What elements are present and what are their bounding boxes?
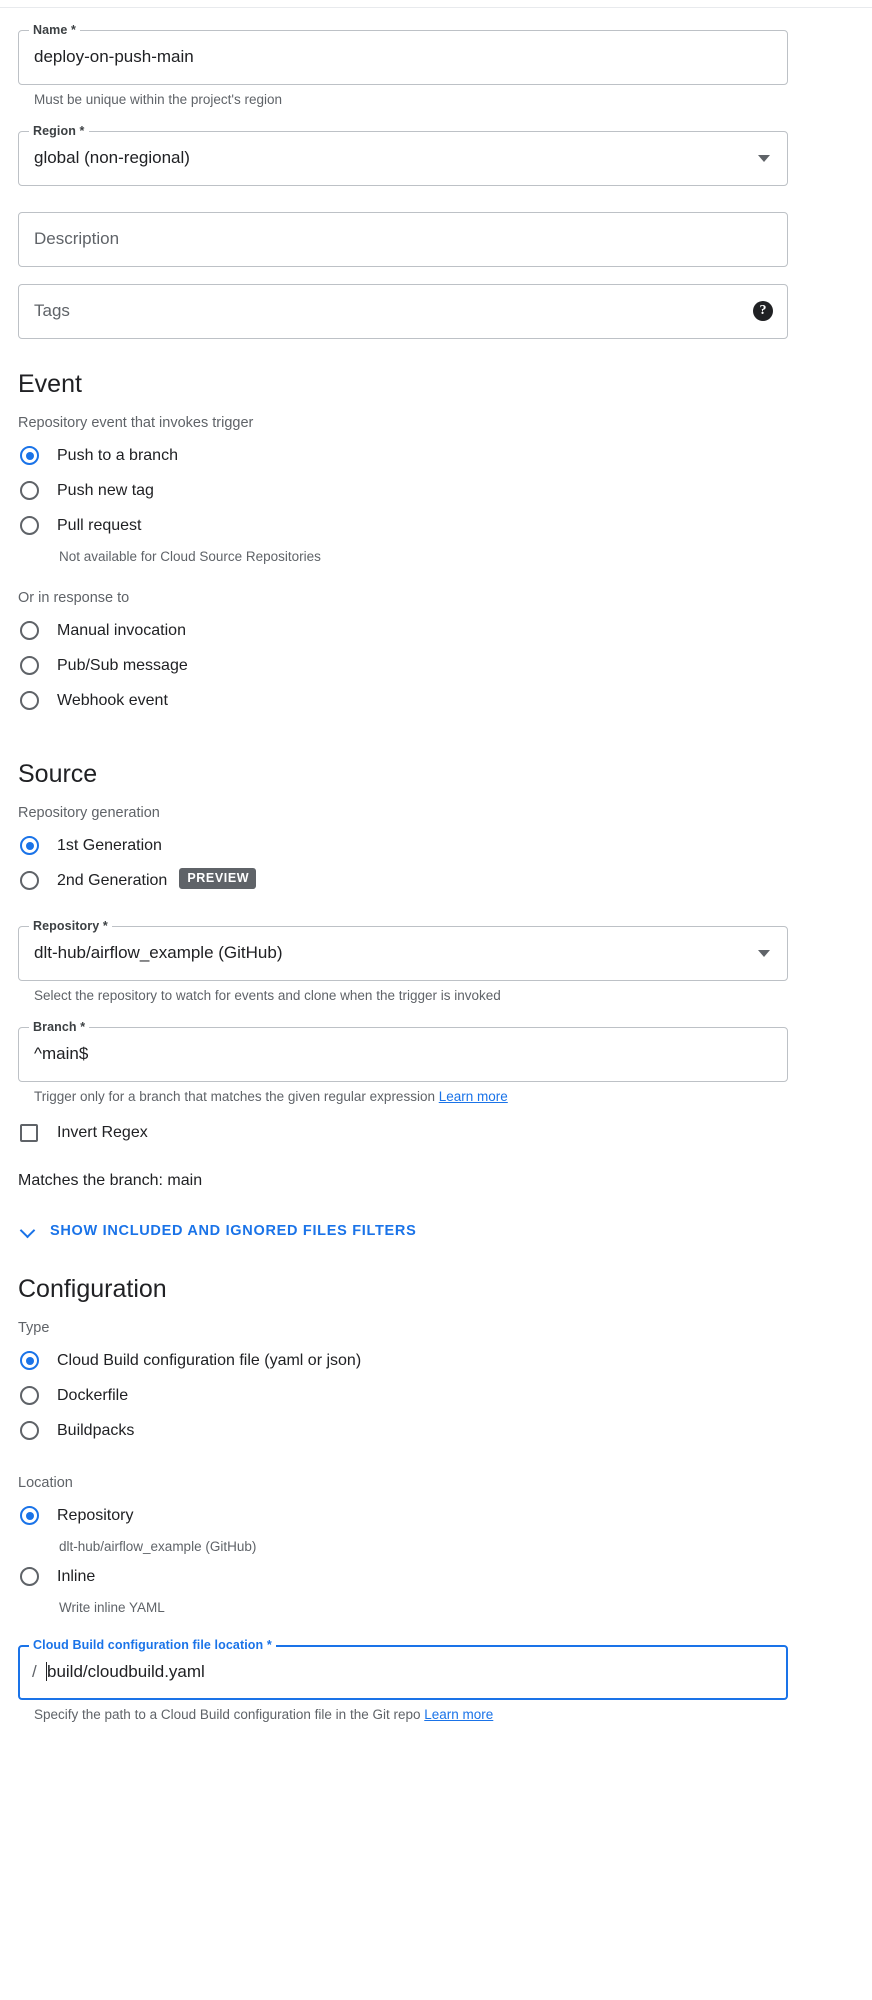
chevron-down-icon xyxy=(18,1220,40,1242)
config-file-location-value xyxy=(46,1661,205,1683)
radio-push-new-tag[interactable] xyxy=(18,478,790,508)
preview-badge: PREVIEW xyxy=(179,868,256,889)
radio-label: Webhook event xyxy=(57,692,168,709)
radio-label: Repository xyxy=(57,1507,134,1524)
pull-request-note: Not available for Cloud Source Repositories xyxy=(59,549,321,564)
radio-label: Push new tag xyxy=(57,482,154,499)
location-label: Location xyxy=(18,1475,73,1491)
radio-2nd-generation[interactable] xyxy=(18,868,790,898)
radio-label: Pub/Sub message xyxy=(57,657,188,674)
radio-indicator[interactable] xyxy=(20,446,39,465)
radio-indicator[interactable] xyxy=(20,516,39,535)
files-filters-toggle[interactable] xyxy=(18,1220,790,1242)
radio-indicator[interactable] xyxy=(20,621,39,640)
tags-input-box xyxy=(18,284,788,339)
location-inline-sub: Write inline YAML xyxy=(59,1600,165,1615)
config-file-learn-more-link[interactable]: Learn more xyxy=(424,1707,494,1722)
radio-indicator[interactable] xyxy=(20,656,39,675)
radio-label: Manual invocation xyxy=(57,622,186,639)
repository-helper: Select the repository to watch for events and clone when the trigger is invoked xyxy=(34,988,501,1003)
radio-location-inline[interactable] xyxy=(18,1564,790,1594)
repository-generation-label: Repository generation xyxy=(18,805,160,821)
radio-location-repository[interactable] xyxy=(18,1503,790,1533)
region-select[interactable] xyxy=(18,124,788,186)
radio-manual-invocation[interactable] xyxy=(18,618,790,648)
path-prefix: / xyxy=(32,1662,37,1681)
radio-indicator[interactable] xyxy=(20,1506,39,1525)
radio-pubsub-message[interactable] xyxy=(18,653,790,683)
configuration-section-title: Configuration xyxy=(18,1275,167,1303)
invert-regex-label: Invert Regex xyxy=(57,1124,148,1141)
config-file-location-label: Cloud Build configuration file location * xyxy=(29,1637,276,1653)
repository-value: dlt-hub/airflow_example (GitHub) xyxy=(34,943,283,962)
radio-indicator[interactable] xyxy=(20,1567,39,1586)
config-file-location-text: build/cloudbuild.yaml xyxy=(47,1662,205,1681)
region-value: global (non-regional) xyxy=(34,148,190,167)
help-icon[interactable]: ? xyxy=(753,301,773,321)
radio-indicator[interactable] xyxy=(20,836,39,855)
files-filters-label: SHOW INCLUDED AND IGNORED FILES FILTERS xyxy=(50,1223,417,1239)
radio-pull-request[interactable] xyxy=(18,513,790,543)
name-input[interactable] xyxy=(18,23,788,85)
radio-buildpacks[interactable] xyxy=(18,1418,790,1448)
branch-learn-more-link[interactable]: Learn more xyxy=(438,1089,508,1104)
radio-label: Pull request xyxy=(57,517,142,534)
radio-label: 1st Generation xyxy=(57,837,162,854)
config-file-helper-text: Specify the path to a Cloud Build configuration file in the Git repo xyxy=(34,1707,421,1722)
tags-placeholder: Tags xyxy=(34,301,70,320)
name-label: Name * xyxy=(29,22,80,38)
checkbox-indicator[interactable] xyxy=(20,1124,38,1142)
type-label: Type xyxy=(18,1320,50,1336)
radio-webhook-event[interactable] xyxy=(18,688,790,718)
branch-label: Branch * xyxy=(29,1019,89,1035)
config-file-location-helper xyxy=(34,1706,790,1724)
radio-cloud-build-config-file[interactable] xyxy=(18,1348,790,1378)
radio-label: Cloud Build configuration file (yaml or json) xyxy=(57,1352,362,1369)
region-label: Region * xyxy=(29,123,89,139)
name-helper: Must be unique within the project's region xyxy=(34,92,282,107)
radio-label: Push to a branch xyxy=(57,447,178,464)
branch-match-text: Matches the branch: main xyxy=(18,1172,203,1189)
description-placeholder: Description xyxy=(34,229,120,248)
radio-label: Inline xyxy=(57,1568,96,1585)
config-file-location-input[interactable] xyxy=(18,1638,788,1700)
radio-label: Dockerfile xyxy=(57,1387,129,1404)
radio-1st-generation[interactable] xyxy=(18,833,790,863)
location-repository-sub: dlt-hub/airflow_example (GitHub) xyxy=(59,1539,257,1554)
radio-label: Buildpacks xyxy=(57,1422,135,1439)
radio-push-to-branch[interactable] xyxy=(18,443,790,473)
top-divider xyxy=(0,7,872,8)
invert-regex-checkbox[interactable] xyxy=(18,1122,790,1144)
branch-input[interactable] xyxy=(18,1020,788,1082)
description-input[interactable] xyxy=(18,212,788,267)
name-value: deploy-on-push-main xyxy=(34,47,194,66)
branch-input-box xyxy=(18,1027,788,1082)
radio-label: 2nd Generation xyxy=(57,872,168,889)
or-in-response-label: Or in response to xyxy=(18,590,130,606)
chevron-down-icon[interactable] xyxy=(758,155,770,162)
radio-indicator[interactable] xyxy=(20,1351,39,1370)
source-section-title: Source xyxy=(18,760,98,788)
radio-dockerfile[interactable] xyxy=(18,1383,790,1413)
radio-indicator[interactable] xyxy=(20,1386,39,1405)
tags-input[interactable] xyxy=(18,284,788,339)
branch-helper-text: Trigger only for a branch that matches the given regular expression xyxy=(34,1089,435,1104)
repository-select[interactable] xyxy=(18,919,788,981)
radio-indicator[interactable] xyxy=(20,481,39,500)
radio-indicator[interactable] xyxy=(20,1421,39,1440)
description-input-box xyxy=(18,212,788,267)
repository-label: Repository * xyxy=(29,918,112,934)
branch-helper xyxy=(34,1088,790,1106)
event-section-title: Event xyxy=(18,370,82,398)
radio-indicator[interactable] xyxy=(20,871,39,890)
radio-indicator[interactable] xyxy=(20,691,39,710)
branch-value: ^main$ xyxy=(34,1044,89,1063)
chevron-down-icon[interactable] xyxy=(758,950,770,957)
event-subtitle: Repository event that invokes trigger xyxy=(18,415,254,431)
